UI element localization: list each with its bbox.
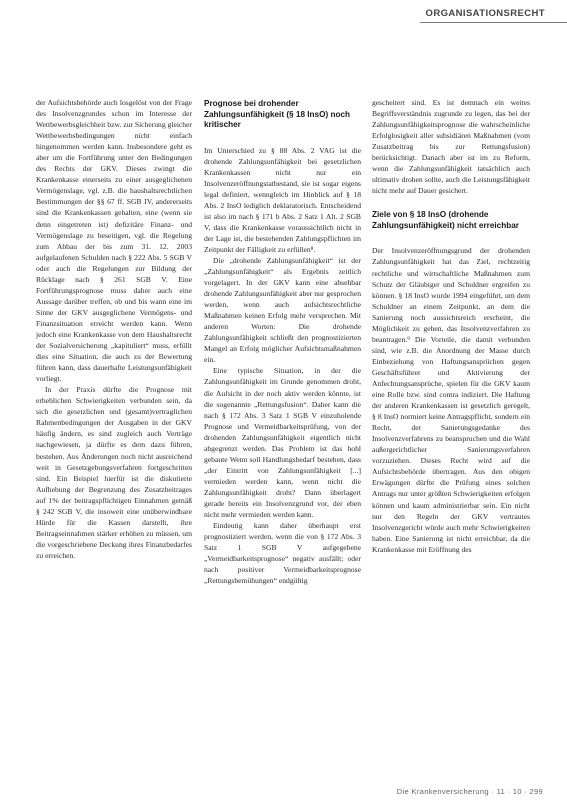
body-paragraph: Eindeutig kann daher überhaupt erst prognostiziert werden, wenn die von § 172 Abs. 3 Satz 1 SGB V aufgegebene „Vermeidbarkeitsprognose“ negativ ausfällt; oder nach positiver Vermeidbarkeitsprognose „Rettungsbemühungen“ endgültig bbox=[204, 521, 361, 586]
body-paragraph: Die „drohende Zahlungsunfähigkeit“ ist der „Zahlungsunfähigkeit“ als Ergebnis zeitlich vorgelagert. In der GKV kann eine absehbar drohende Zahlungsunfähigkeit aber nur gesprochen werden, wenn auch aufsichtsrechtliche Maßnahmen keinen Erfolg mehr versprechen. Mit anderen Worten: Die drohende Zahlungsunfähigkeit schließt den prognostizierten Mangel an Erfolg möglicher Aufsichtsmaßnahmen ein. bbox=[204, 255, 361, 365]
column-3 bbox=[372, 97, 530, 555]
section-heading: Prognose bei drohender Zahlungsunfähigkeit (§ 18 InsO) noch kritischer bbox=[204, 99, 351, 129]
body-paragraph: der Aufsichtsbehörde auch losgelöst von der Frage des Insolvenzgrundes schon im Interesse der Wettbewerbsgleichheit bzw. zur Sicherung gleicher Wettbewerbsbedingungen nicht einfach hingenommen werden kann. Insbesondere geht es aber um die Fortführung unter den Bedingungen des Rechts der GKV. Dieses zwingt die Krankenkasse einerseits zu einer ausgeglichenen Vermögenslage, vgl. z.B. die haushaltsrechtlichen Bestimmungen der §§ 67 ff. SGB IV, andererseits sind die Krankenkassen gehalten, eine (wenn sie denn eingetreten ist) defizitäre Finanz- und Vermögenslage zu beseitigen, vgl. die Regelung zum Abbau der bis zum 31. 12. 2003 aufgelaufenen Schulden nach § 222 Abs. 5 SGB V oder auch die Regelungen zur Bildung der Rücklage nach § 261 SGB V. Eine Fortführungsprognose muss daher auch eine Aussage darüber treffen, ob und bis wann eine im Sinne der GKV ausgeglichene Vermögens- und Finanzsituation erreicht werden kann. Wenn jedoch eine Krankenkasse von dem Haushaltsrecht der Sozialversicherung „kapituliert“ muss, erfüllt dies eine Situation, die auch zu der Bewertung führen kann, dass dauerhafte Leistungsunfähigkeit vorliegt. bbox=[36, 98, 192, 384]
header-rule bbox=[420, 22, 567, 23]
body-paragraph: In der Praxis dürfte die Prognose mit erheblichen Schwierigkeiten verbunden sein, da sich die gesetzlichen und (gesamt)vertraglichen Rahmenbedingungen der Ausgaben in der GKV häufig ändern, es sind zugleich auch Verträge nachgewiesen, ja dürfte es dem dazu führen, bestehen. Aus Änderungen noch nicht ausreichend weit in Gesetzgebungsverfahren fortgeschritten sind. Ein Beispiel hierfür ist die diskutierte Aufhebung der Begrenzung des Zusatzbeitrages auf 1% der beitragspflichtigen Einnahmen gemäß § 242 SGB V, die insoweit eine unüberwindbare Hürde für die Kassen darstellt, ihre Beitragseinnahmen stärker erhöhen zu müssen, um die vorgeschriebene Deckung ihres Finanzbedarfes zu erreichen. bbox=[36, 385, 192, 560]
section-heading: Ziele von § 18 InsO (drohende Zahlungsunfähigkeit) nicht erreichbar bbox=[372, 210, 519, 230]
column-1 bbox=[36, 97, 192, 561]
body-paragraph: Eine typische Situation, in der die Zahlungsunfähigkeit im Grunde genommen droht, die Aufsicht in der noch aktiv werden könnte, ist die sogenannte „Rettungsfusion“. Daher kann die nach § 172 Abs. 3 Satz 1 SGB V einzuholende Prognose und Vermeidbarkeitsprüfung, von der drohenden Zahlungsunfähigkeit eigentlich nicht abgegrenzt werden. Das Problem ist das hohl gebaute Wenn soll Handlungsbedarf bestehen, dass „der Eintritt von Zahlungsunfähigkeit [...] vermieden werden kann, wenn nicht die Zahlungsunfähigkeit droht? Dann überlagert gerade bereits ein Insolvenzgrund vor, der eben nicht mehr vermieden werden kann. bbox=[204, 366, 361, 520]
section-label: ORGANISATIONSRECHT bbox=[425, 8, 545, 19]
body-paragraph: Der Insolvenzeröffnungsgrund der drohenden Zahlungsunfähigkeit hat das Ziel, rechtzeitig rechtliche und wirtschaftliche Maßnahmen zum Schutz der Gläubiger und Schuldner ergreifen zu können. § 18 InsO wurde 1994 eingeführt, um dem Schuldner an einem Zeitpunkt, an dem die Sanierung noch aussichtsreich erscheint, die Möglichkeit zu geben, das Insolvenzverfahren zu beantragen.⁹ Die Vorteile, die damit verbunden sind, wie z.B. die Anordnung der Masse durch Einbeziehung von Haftungsansprüchen gegen Geschäftsführer und Aktivierung der Anfechtungsansprüche, spielen für die GKV kaum eine Rolle bzw. sind contra indiziert. Die Haftung der anderen Krankenkassen ist gesetzlich geregelt, § 8 InsO normiert keine Antragspflicht, sondern ein Recht, der Sanierungsgedanke des Insolvenzverfahrens zu beanspruchen und die Wahl außergerichtlicher Sanierungsverfahren vorzuziehen. Dieses Recht wird auf die Aufsichtsbehörde übertragen. Aus den obigen Erwägungen dürfte die Prüfung eines solchen Antrags nur unter größten Schwierigkeiten erfolgen können und kaum administrierbar sein. Ein nicht nur den Regeln der GKV vertrautes Insolvenzgericht würde auch mehr Schwierigkeiten haben. Eine Sanierung ist nicht erreichbar, da die Krankenkasse mit Eröffnung des bbox=[372, 246, 530, 554]
column-2 bbox=[204, 99, 361, 586]
body-paragraph: gescheitert sind. Es ist demnach ein weites Begriffsverständnis zugrunde zu legen, das bei der Zahlungsunfähigkeitsprognose die wahrscheinliche Erfolglosigkeit aller subsidiären Maßnahmen (vom Zusatzbeitrag bis zur Rettungsfusion) berücksichtigt. Danach aber ist im zu Reform, wenn die Zahlungsunfähigkeit tatsächlich auch ultimativ drohen sollte, auch die Leistungsfähigkeit nicht mehr auf Dauer gesichert. bbox=[372, 98, 530, 196]
body-paragraph: Im Unterschied zu § 88 Abs. 2 VAG ist die drohende Zahlungsunfähigkeit bei gesetzlichen Krankenkassen nicht nur ein Insolvenzeröffnungstatbestand, sie ist sogar eigens legal definiert, wenngleich im Hinblick auf § 18 Abs. 2 InsO lediglich deklaratorisch. Entscheidend ist also im nach § 171 b Abs. 2 Satz 1 Alt. 2 SGB V, dass die Krankenkasse voraussichtlich nicht in der Lage ist, die bestehenden Zahlungspflichten im Zeitpunkt der Fälligkeit zu erfüllen⁸. bbox=[204, 145, 361, 254]
page-footer: Die Krankenversicherung · 11 · 10 · 299 bbox=[396, 787, 543, 796]
